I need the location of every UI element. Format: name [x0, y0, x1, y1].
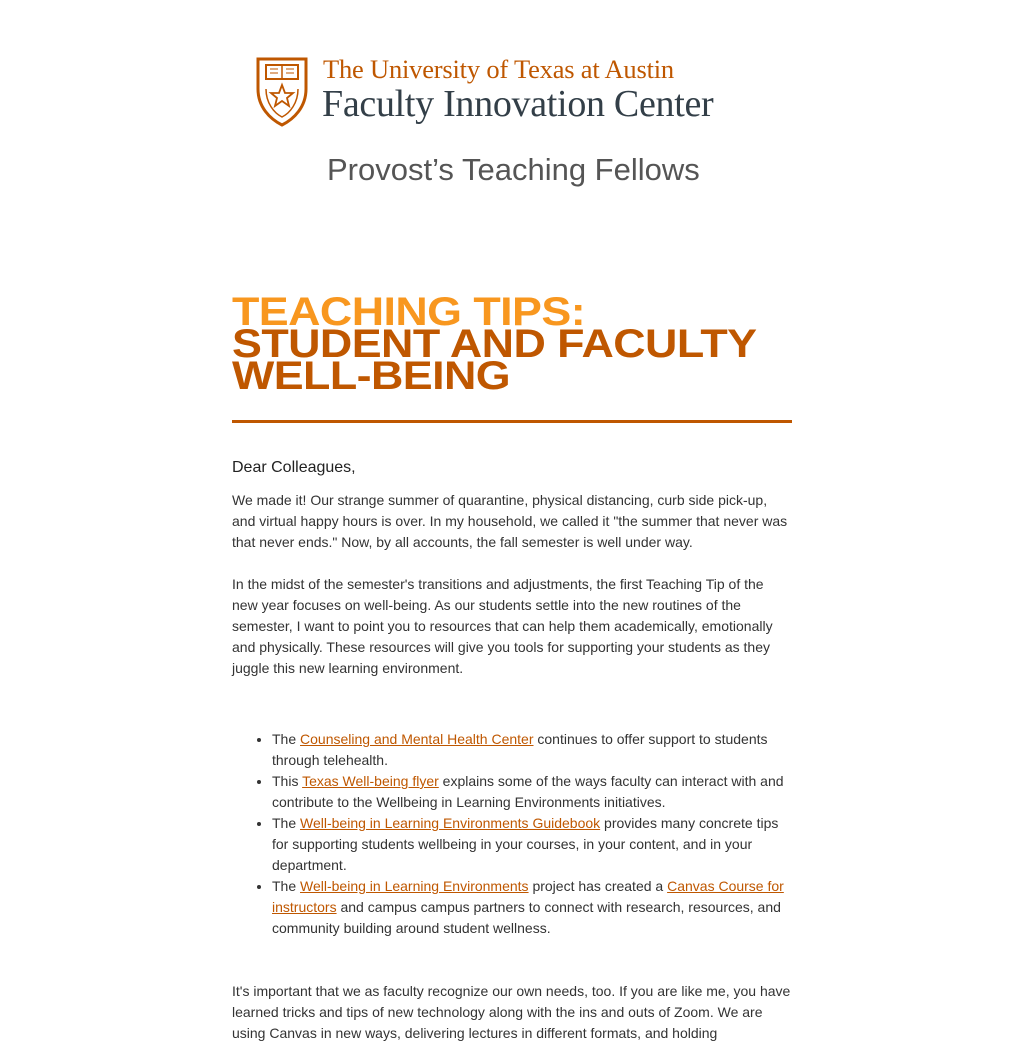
center-name: Faculty Innovation Center: [322, 83, 714, 125]
email-body: [232, 458, 792, 1058]
university-name: The University of Texas at Austin: [323, 54, 674, 84]
list-item: • The Well-being in Learning Environments Guidebook provides many concrete tips for supporting students wellbeing in your courses, in your content, and in your department.: [272, 813, 792, 876]
title-line-3: WELL-BEING: [232, 354, 511, 398]
resource-list: [232, 729, 792, 939]
title-line-2: STUDENT AND FACULTY: [232, 322, 757, 366]
list-item: • The Counseling and Mental Health Center continues to offer support to students through telehealth.: [272, 729, 792, 771]
closing-paragraph: It's important that we as faculty recognize our own needs, too. If you are like me, you have learned tricks and tips of new technology along with the ins and outs of Zoom. We are using Canvas in new ways, delivering lectures in different formats, and holding: [232, 983, 791, 1041]
wellbeing-project-link[interactable]: Well-being in Learning Environments: [300, 878, 529, 894]
list-item: • This Texas Well-being flyer explains some of the ways faculty can interact with and contribute to the Wellbeing in Learning Environments initiatives.: [272, 771, 792, 813]
newsletter-title: [232, 290, 792, 398]
greeting: Dear Colleagues,: [232, 459, 356, 476]
program-name: Provost’s Teaching Fellows: [327, 152, 700, 187]
focus-paragraph: In the midst of the semester's transitions and adjustments, the first Teaching Tip of the new year focuses on well-being. As our students settle into the new routines of the semester, I want to point you to resources that can help them academically, emotionally and physically. These resources will give you tools for supporting your students as they juggle this new learning environment.: [232, 576, 773, 676]
email-header: [0, 0, 1024, 240]
canvas-course-link[interactable]: Canvas Course for instructors: [272, 878, 784, 915]
guidebook-link[interactable]: Well-being in Learning Environments Guidebook: [300, 815, 601, 831]
counseling-center-link[interactable]: Counseling and Mental Health Center: [300, 731, 534, 747]
intro-paragraph: We made it! Our strange summer of quarantine, physical distancing, curb side pick-up, and virtual happy hours is over. In my household, we called it "the summer that never was that never ends." Now, by all accounts, the fall semester is well under way.: [232, 492, 788, 550]
wellbeing-flyer-link[interactable]: Texas Well-being flyer: [302, 773, 439, 789]
ut-shield-logo-icon: [254, 55, 310, 127]
title-line-1: TEACHING TIPS:: [232, 290, 586, 334]
list-item: • The Well-being in Learning Environments project has created a Canvas Course for instructors and campus campus partners to connect with research, resources, and community building around student wellness.: [272, 876, 792, 939]
title-divider: [232, 420, 792, 423]
